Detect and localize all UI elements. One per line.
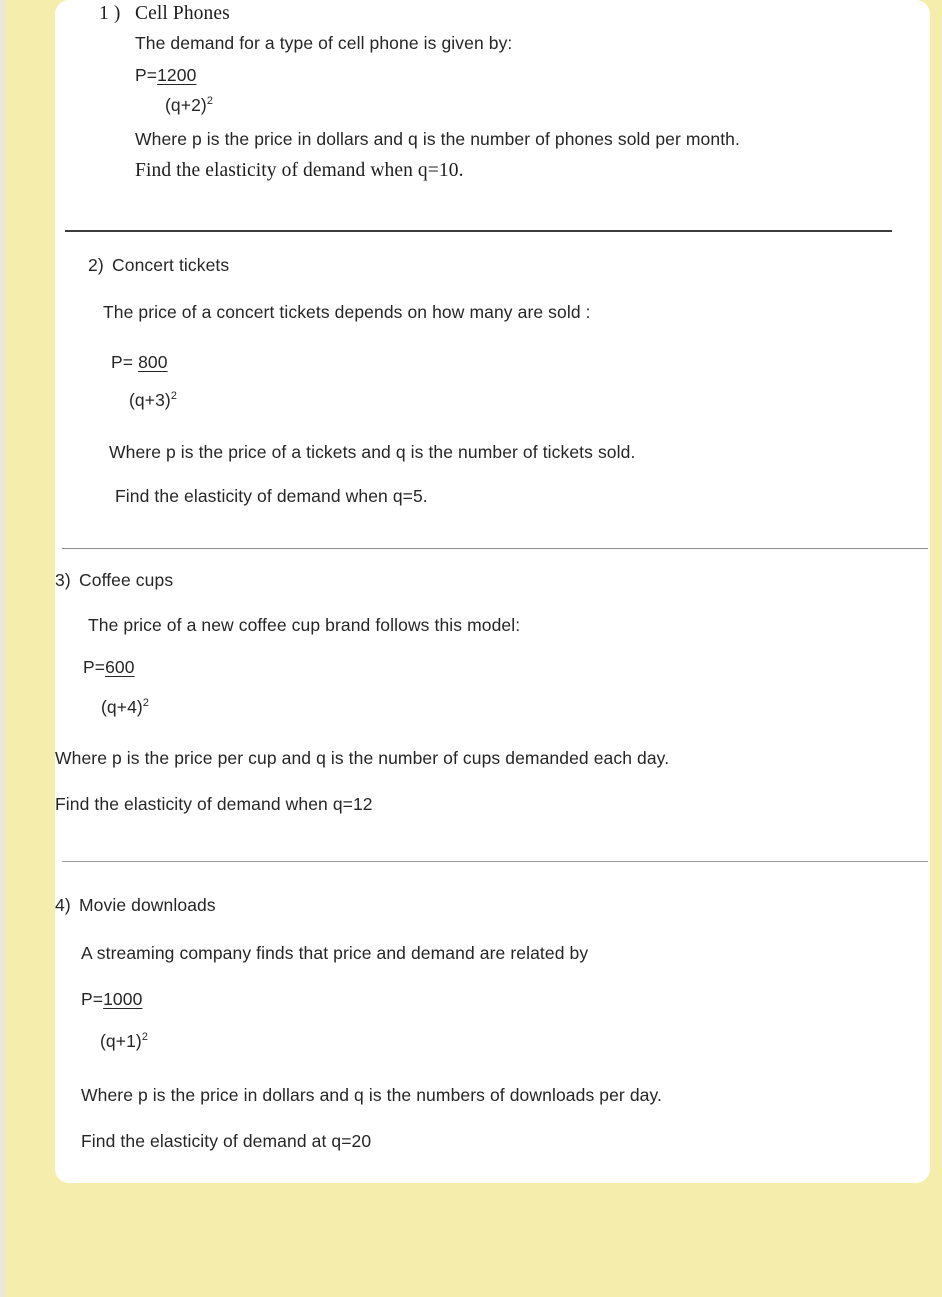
problem-1-formula-numerator: 1200: [157, 65, 197, 85]
problem-3-where-line: Where p is the price per cup and q is the number of cups demanded each day.: [55, 748, 670, 768]
problem-3-number: 3): [55, 570, 71, 590]
document-sheet: [55, 0, 930, 1183]
problem-1-formula-denominator-exponent: 2: [206, 95, 213, 108]
problem-2-formula-numerator-row: [111, 352, 168, 373]
problem-1-formula-denominator-base: (q+2): [165, 95, 207, 115]
problem-3-formula-numerator-row: [83, 657, 135, 678]
problem-1-formula-lhs: P=: [135, 65, 158, 85]
problem-3-formula-denominator-row: [101, 697, 149, 718]
problem-4-where-line: Where p is the price in dollars and q is the numbers of downloads per day.: [81, 1085, 662, 1105]
problem-3-title: Coffee cups: [79, 570, 174, 590]
problem-1-title: Cell Phones: [135, 3, 230, 24]
section-divider-2: [62, 548, 928, 549]
problem-2-formula-denominator-row: [129, 390, 177, 411]
problem-4-formula-denominator-row: [100, 1031, 148, 1052]
problem-3-intro: The price of a new coffee cup brand follows this model:: [88, 615, 521, 635]
problem-4-title: Movie downloads: [79, 895, 216, 915]
problem-2-intro: The price of a concert tickets depends on how many are sold :: [103, 302, 591, 322]
problem-2-title: Concert tickets: [112, 255, 230, 275]
problem-1-where-line: Where p is the price in dollars and q is the number of phones sold per month.: [135, 129, 740, 149]
problem-4-formula-denominator-base: (q+1): [100, 1031, 142, 1051]
problem-4-formula-numerator: 1000: [103, 989, 143, 1009]
problem-2-formula-denominator-base: (q+3): [129, 390, 171, 410]
problem-1-intro: The demand for a type of cell phone is given by:: [135, 33, 513, 53]
problem-1-formula-denominator-row: [165, 95, 213, 116]
problem-4-task-line: Find the elasticity of demand at q=20: [81, 1131, 372, 1151]
problem-2-formula-denominator-exponent: 2: [170, 390, 177, 403]
problem-1-task-line: Find the elasticity of demand when q=10.: [135, 160, 464, 181]
problem-3-formula-numerator: 600: [105, 657, 135, 677]
problem-2-number: 2): [88, 255, 104, 275]
problem-1-formula-numerator-row: [135, 65, 196, 86]
problem-4-formula-denominator-exponent: 2: [141, 1031, 148, 1044]
problem-1-number: 1 ): [99, 3, 121, 24]
problem-4-number: 4): [55, 895, 71, 915]
problem-3-task-line: Find the elasticity of demand when q=12: [55, 794, 373, 814]
problem-2-formula-numerator: 800: [138, 352, 168, 372]
section-divider-3: [62, 861, 928, 862]
section-divider-1: [65, 230, 892, 232]
problem-2-formula-lhs: P=: [111, 352, 134, 372]
left-gutter-strip: [0, 0, 5, 1297]
problem-4-intro: A streaming company finds that price and demand are related by: [81, 943, 589, 963]
problem-3-formula-denominator-exponent: 2: [142, 697, 149, 710]
problem-2-task-line: Find the elasticity of demand when q=5.: [115, 486, 428, 506]
problem-4-formula-lhs: P=: [81, 989, 104, 1009]
document-content: [55, 0, 930, 1183]
problem-3-formula-denominator-base: (q+4): [101, 697, 143, 717]
problem-2-where-line: Where p is the price of a tickets and q is the number of tickets sold.: [109, 442, 636, 462]
problem-3-formula-lhs: P=: [83, 657, 106, 677]
problem-4-formula-numerator-row: [81, 989, 142, 1010]
